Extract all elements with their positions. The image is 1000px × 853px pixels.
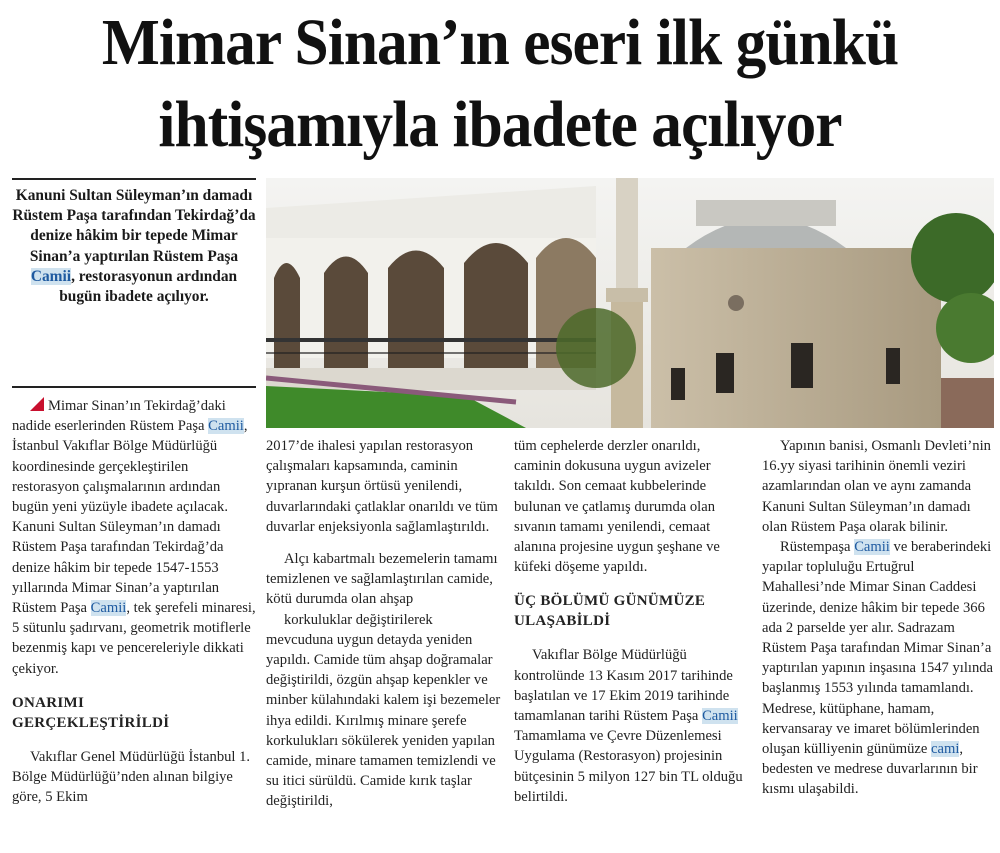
col4-text-a: Rüstempaşa (780, 539, 855, 556)
col1-text-b: , İstanbul Vakıflar Bölge Müdürlüğü koordinesinde gerçekleştirilen restorasyon çalışmalarının ardından bugün yeni yüzüyle ibadete açılacak. Kanuni Sultan Süleyman’ın damadı Rüstem Paşa tarafından Tekirdağ’da denize hâkim bir tepede 1547-1553 yıllarında Mimar Sinan’a yaptırılan Rüstem Paşa (12, 418, 248, 617)
col4-highlight-2: cami (931, 741, 960, 758)
col4-text-b: ve beraberindeki yapılar topluluğu Ertuğrul Mahallesi’nde Mimar Sinan Caddesi üzerinde, denize hâkim bir tepede 366 ada 2 parselde yer alır. Sadrazam Rüstem Paşa tarafından Mimar Sinan’a yaptırılan yapının inşasına 1547 yılında başlanmış 1553 yılında tamamlandı. Medrese, kütüphane, hamam, kervansaray ve imaret bölümlerinden oluşan külliyenin günümüze (762, 539, 994, 758)
lead-text-1: Kanuni Sultan Süleyman’ın damadı Rüstem Paşa tarafından Tekirdağ’da denize hâkim bir tepede Mimar Sinan’a yaptırılan Rüstem Paşa (12, 187, 256, 265)
col4-paragraph-2 (762, 537, 994, 800)
col1-subheading-line-2: GERÇEKLEŞTİRİLDİ (12, 714, 170, 731)
col3-subheading-line-1: ÜÇ BÖLÜMÜ GÜNÜMÜZE (514, 593, 706, 610)
col3-paragraph-2 (514, 645, 750, 807)
col4-paragraph-1: Yapının banisi, Osmanlı Devleti’nin 16.yy siyasi tarihinin önemli veziri azamlarından olan ve aynı zamanda Kanuni Sultan Süleyman’ın damadı olan Rüstem Paşa olarak bilinir. (762, 438, 991, 535)
col1-highlight-1: Camii (208, 418, 244, 435)
col2-paragraph-1: 2017’de ihalesi yapılan restorasyon çalışmaları kapsamında, caminin yıpranan kurşun örtüsü yenilendi, duvarlarındaki çatlaklar onarıldı ve tüm duvarlar enjeksiyonla sağlamlaştırıldı. (266, 438, 498, 535)
mosque-photo (266, 178, 994, 428)
col3-subheading (514, 591, 750, 631)
lead-top-rule (12, 178, 256, 180)
article-column-4 (762, 436, 994, 800)
lead-summary (12, 186, 256, 307)
col3-text-b: Tamamlama ve Çevre Düzenlemesi Uygulama (Restorasyon) projesinin bütçesinin 5 milyon 127 bin TL olduğu belirtildi. (514, 728, 743, 805)
col1-highlight-2: Camii (90, 600, 127, 617)
col3-subheading-line-2: ULAŞABİLDİ (514, 613, 611, 630)
article-column-1 (12, 396, 256, 807)
col1-subheading (12, 693, 256, 733)
col2-paragraph-3: korkuluklar değiştirilerek mevcuduna uygun detayda yeniden yapıldı. Camide tüm ahşap doğramalar değiştirildi, özgün ahşap kepenkler ve minber külahındaki kalem işi bezemeler ihya edildi. Kırılmış minare şerefe korkulukları sökülerek yeniden yapılan camide, minare tamamen temizlendi ve su itici sürüldü. Camide kırık taşlar değiştirildi, (266, 611, 501, 810)
col3-paragraph-1: tüm cephelerde derzler onarıldı, caminin dokusuna uygun avizeler takıldı. Son cemaat kubbelerinde bulunan ve çatlamış durumda olan sıvanın tamamı yenilendi, cemaat alanına projesine uygun şeşhane ve küfeki döşeme yapıldı. (514, 438, 720, 576)
lead-bottom-rule (12, 386, 256, 388)
col4-text-c: , bedesten ve medrese duvarlarının bir kısmı ulaşabildi. (762, 741, 978, 798)
col1-text-c: , tek şerefeli minaresi, 5 sütunlu şadırvanı, geometrik motiflerle bezenmiş kapı ve pencereleriyle dikkati çekiyor. (12, 600, 256, 677)
mosque-illustration (266, 178, 994, 428)
col4-highlight-1: Camii (854, 539, 890, 556)
col3-highlight: Camii (702, 708, 738, 725)
lead-highlight: Camii (30, 267, 72, 285)
col1-text-a: Mimar Sinan’ın Tekirdağ’daki nadide eserlerinden Rüstem Paşa (12, 398, 226, 435)
lead-text-2: , restorasyonun ardından bugün ibadete açılıyor. (59, 267, 238, 306)
headline-line-1: Mimar Sinan’ın eseri ilk günkü (101, 6, 899, 79)
article-column-2 (266, 436, 502, 812)
headline (0, 2, 1000, 166)
red-triangle-icon (30, 397, 44, 411)
headline-line-2: ihtişamıyla ibadete açılıyor (158, 88, 842, 161)
col1-paragraph-2: Vakıflar Genel Müdürlüğü İstanbul 1. Bölge Müdürlüğü’nden alınan bilgiye göre, 5 Ekim (12, 748, 251, 806)
col2-paragraph-2: Alçı kabartmalı bezemelerin tamamı temizlenen ve sağlamlaştırılan camide, kötü durumda olan ahşap (266, 551, 498, 608)
col3-text-a: Vakıflar Bölge Müdürlüğü kontrolünde 13 Kasım 2017 tarihinde başlatılan ve 17 Ekim 2019 tarihinde tamamlanan tarihi Rüstem Paşa (514, 647, 733, 725)
col1-subheading-line-1: ONARIMI (12, 694, 85, 711)
article-column-3 (514, 436, 750, 807)
col1-paragraph-1 (12, 396, 256, 679)
